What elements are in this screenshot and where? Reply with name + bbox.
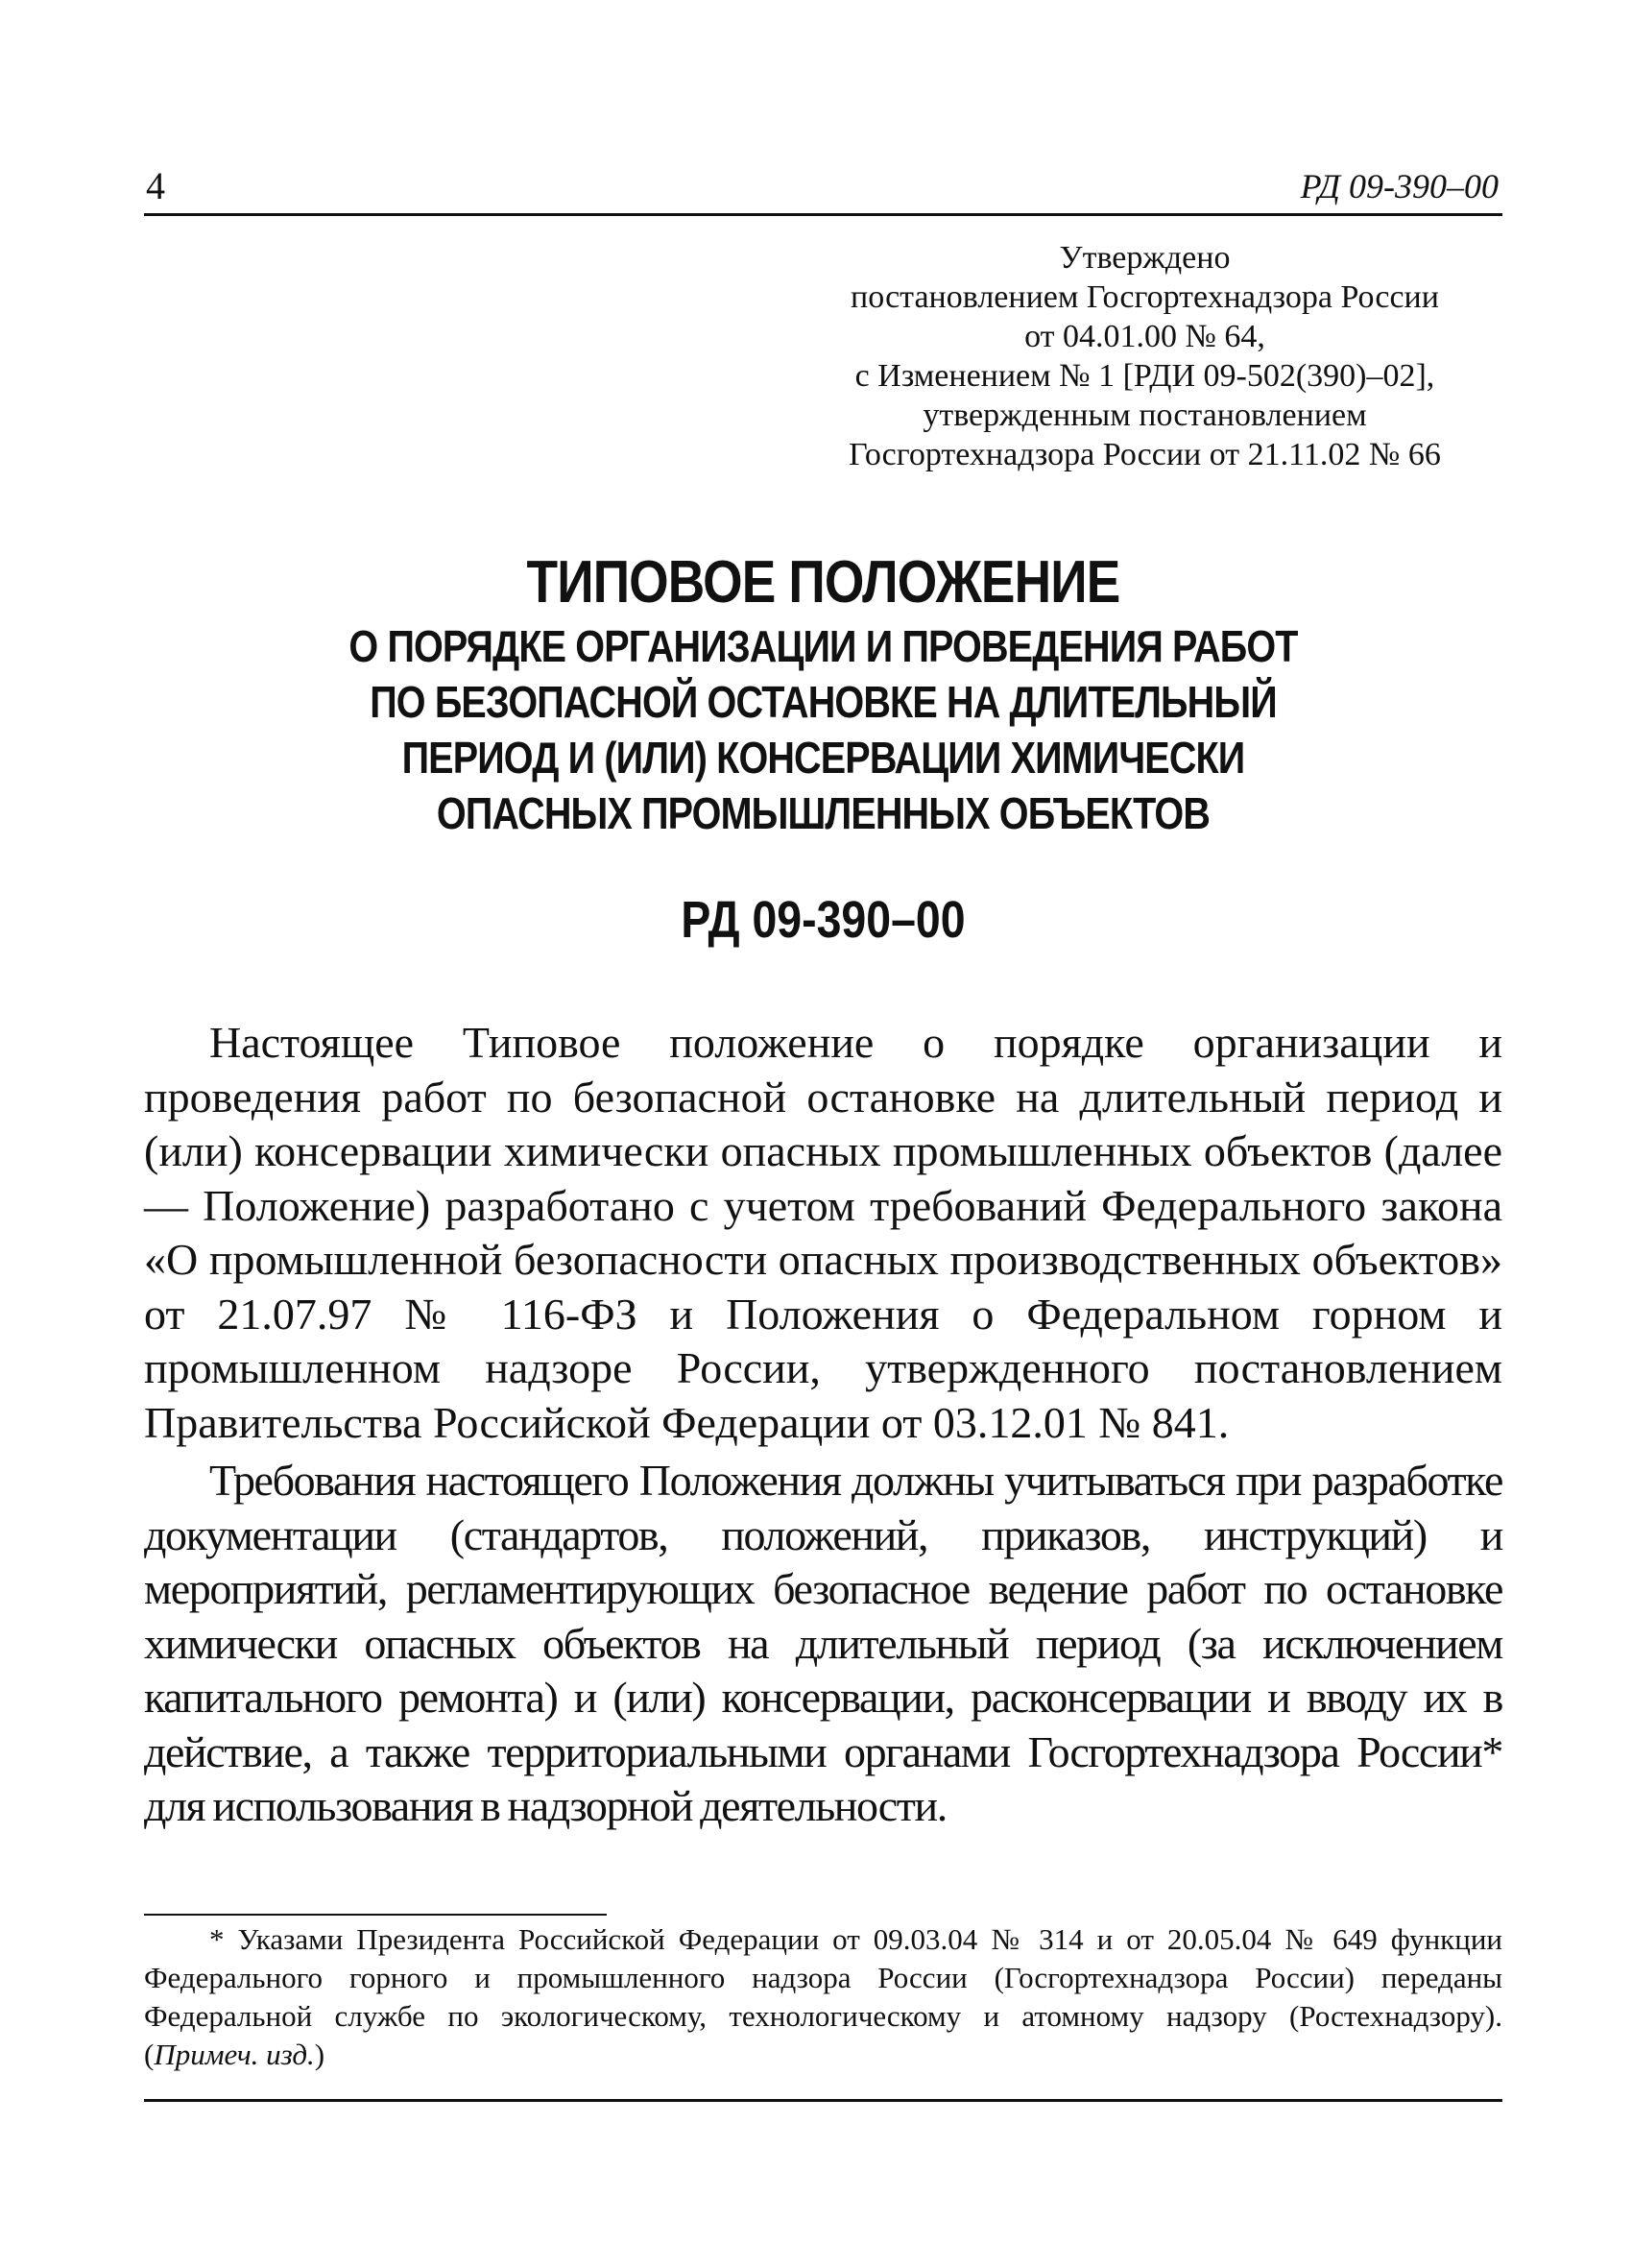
footnote-editor-note: Примеч. изд.	[154, 2038, 315, 2071]
approval-line: от 04.01.00 № 64,	[1024, 319, 1265, 354]
title-line: О ПОРЯДКЕ ОРГАНИЗАЦИИ И ПРОВЕДЕНИЯ РАБОТ	[348, 621, 1298, 671]
title-line: ОПАСНЫХ ПРОМЫШЛЕННЫХ ОБЪЕКТОВ	[436, 788, 1211, 838]
paragraph: Требования настоящего Положения должны учитываться при разработке документации (стандартов, положений, приказов, инструкций) и мероприятий, регламентирующих безопасное ведение работ по остановке химически опасных объектов на длительный период (за исключением капитального ремонта) и (или) консервации, расконсервации и вводу их в действие, а также территориальными органами Госгортехнадзора России* для использования в надзорной деятельности.	[144, 1456, 1502, 1830]
title-main: ТИПОВОЕ ПОЛОЖЕНИЕ	[526, 549, 1120, 615]
approval-line: с Изменением № 1 [РДИ 09-502(390)–02],	[854, 358, 1435, 394]
title-line: ПО БЕЗОПАСНОЙ ОСТАНОВКЕ НА ДЛИТЕЛЬНЫЙ	[370, 677, 1277, 727]
paragraph: Настоящее Типовое положение о порядке организации и проведения работ по безопасной остановке на длительный период и (или) консервации химически опасных промышленных объектов (далее — Положение) разработано с учетом требований Федерального закона «О промышленной безопасности опасных производственных объектов» от 21.07.97 № 116-ФЗ и Положения о Федеральном горном и промышленном надзоре России, утвержденного постановлением Правительства Российской Федерации от 03.12.01 № 841.	[144, 1018, 1502, 1447]
approval-block	[787, 238, 1502, 474]
approval-line: Утверждено	[1059, 240, 1231, 276]
document-title	[144, 547, 1502, 841]
footnote	[144, 1920, 1502, 2074]
footnote-text: * Указами Президента Российской Федерации от 09.03.04 № 314 и от 20.05.04 № 649 функции Федерального горного и промышленного надзора России (Госгортехнадзора России) переданы Федеральной службе по экологическому, технологическому и атомному надзору (Ростехнадзору). (	[144, 1922, 1502, 2071]
running-title: РД 09-390–00	[1300, 167, 1499, 205]
footnote-rule	[144, 1914, 607, 1916]
header-rule	[144, 213, 1502, 216]
page-number: 4	[146, 164, 165, 207]
footnote-close: )	[314, 2038, 325, 2071]
body-text	[144, 1016, 1502, 1834]
title-line: ПЕРИОД И (ИЛИ) КОНСЕРВАЦИИ ХИМИЧЕСКИ	[401, 733, 1245, 783]
bottom-rule	[144, 2099, 1502, 2102]
approval-line: утвержденным постановлением	[923, 398, 1367, 433]
page-header	[144, 163, 1502, 209]
approval-line: Госгортехнадзора России от 21.11.02 № 66	[849, 437, 1441, 472]
approval-line: постановлением Госгортехнадзора России	[851, 279, 1439, 315]
document-code: РД 09-390–00	[681, 891, 966, 949]
